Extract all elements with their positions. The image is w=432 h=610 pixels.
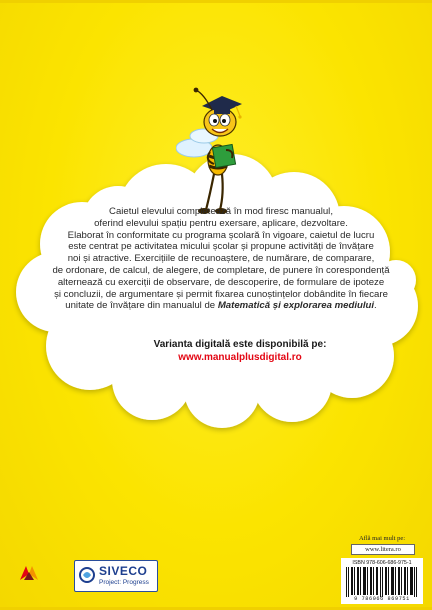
description-line-last [52,300,390,312]
description-line: este centrat pe activitatea micului școlar și propune activități de învățare [68,241,374,253]
description-line: și concluzii, de argumentare și permit fixarea cunoștințelor dobândite în fiecare [54,288,388,300]
more-info-label: Află mai mult pe: [358,535,406,542]
siveco-sponsor-logo [74,560,158,592]
description-line: Elaborat în conformitate cu programa școlară în vigoare, caietul de lucru [67,229,375,241]
publisher-logo-mark-icon [18,560,40,582]
barcode-digits: 9 786066 869751 [354,596,410,602]
description-paragraph [52,206,390,312]
publisher-info-box [341,534,423,604]
digital-version-line: Varianta digitală este disponibilă pe: [153,339,327,350]
description-end: . [374,300,377,312]
publisher-website-link[interactable]: www.litera.ro [351,544,415,555]
bee-mascot-graduate-icon [176,76,254,216]
description-line: alternează cu exerciții de observare, de descoperire, de formulare de ipoteze [57,276,385,288]
description-line: Caietul elevului completează în mod firesc manualul, [109,206,333,217]
digital-url-link[interactable]: www.manualplusdigital.ro [178,352,302,363]
barcode-icon [346,567,418,597]
siveco-tagline: Project: Progress [99,579,149,586]
barcode-block [341,558,423,604]
siveco-logo-mark-icon [79,566,95,584]
description-line: de ordonare, de calcul, de alegere, de completare, de punere în corespondență [52,264,390,276]
description-line: oferind elevului spațiu pentru exersare, aplicare, dezvoltare. [94,217,348,229]
description-line-text: unitate de învățare din manualul de [65,300,216,312]
isbn-text: ISBN 978-606-686-975-1 [352,560,412,566]
digital-version-note [90,338,390,364]
subject-title: Matematică și explorarea mediului [217,300,375,312]
siveco-brand-name: SIVECO [99,564,148,578]
description-line: noi și atractive. Exercițiile de recunoaștere, de numărare, de comparare, [67,253,375,265]
